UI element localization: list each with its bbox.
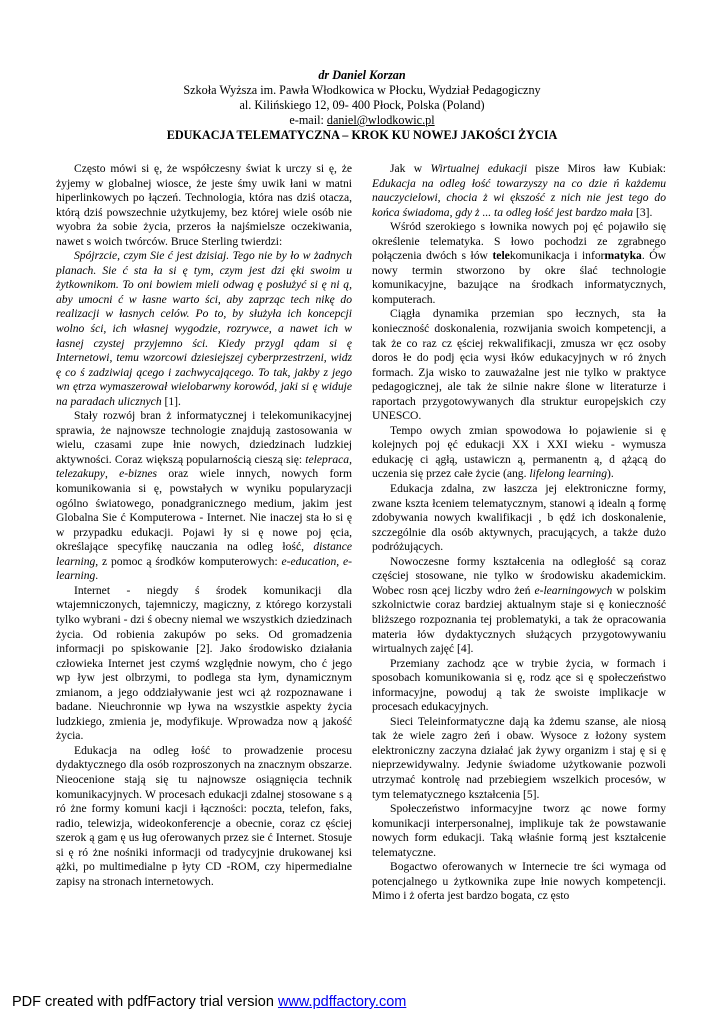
separator: , [336, 554, 343, 568]
right-column [372, 162, 666, 904]
text-span: , z pomoc ą środków komputerowych: [95, 554, 282, 568]
paragraph: Bogactwo oferowanych w Internecie tre ści wymaga od potencjalnego u żytkownika zupe łnie nowych kompetencji. Mimo i ż oferta jest bardzo bogata, cz ęsto [372, 860, 666, 903]
paragraph: Często mówi si ę, że współczesny świat k urczy si ę, że żyjemy w globalnej wiosce, że jeste śmy uwik łani w matni hiperlinkowych po łączeń. Technologia, która nas dziś otacza, którą dziś powszechnie użytkujemy, bez której wiele osób nie wyobra ża sobie życia, przeros ła najśmielsze oczekiwania, nawet s woich twórców. Bruce Sterling twierdzi: [56, 162, 352, 248]
pdf-footer [12, 994, 406, 1010]
bold-term: matyka [604, 249, 642, 263]
citation-ref: [1]. [161, 394, 181, 408]
text-span: . [95, 569, 99, 583]
paragraph [56, 409, 352, 584]
email-link[interactable]: daniel@wlodkowic.pl [326, 113, 435, 127]
footer-text: PDF created with pdfFactory trial version [12, 994, 278, 1010]
term-e-education: e-education [281, 554, 337, 568]
affiliation: Szkoła Wyższa im. Pawła Włodkowica w Płocku, Wydział Pedagogiczny [183, 83, 541, 97]
text-span: komunikacja i infor [509, 249, 605, 263]
text-span: . Ów nowy termin stworzono by okre ślać technologie komunikacyjne, bazujące na środkach informatycznych, komputerach. [372, 249, 667, 306]
text-span: Jak w [390, 162, 431, 175]
text-span: w polskim szkolnictwie coraz bardziej aktualnym staje si ę konieczność bliższego rozpoznania tej problematyki, a tak że opracowania materia łów dydaktycznych służących przygotowywaniu wirtualnych zajęć [4]. [372, 583, 666, 656]
bold-term: tele [492, 249, 510, 263]
separator: , [104, 467, 120, 481]
email-line [60, 113, 664, 128]
document-header [60, 68, 664, 143]
quote-text: Spójrzcie, czym Sie ć jest dzisiaj. Tego nie by ło w żadnych planach. Sie ć sta ła si ę tym, czym jest dzi ęki swoim u żytkownikom. To oni bowiem mieli odwag ę posłużyć si ę ni ą, aby umocni ć w łasne warto ści, aby zaprząc tech nikę do realizacji w łasnych celów. Po to, by służyła ich koncepcji wolno ści, ich własnej wygodzie, rozrywce, a nawet ich w łasnej czystej przyjemno ści. Kiedy przygl ądam si ę Internetowi, temu wzorcowi dziesiejszej cyberprzestrzeni, widz ę co ś zadziwiaj ącego i zachwycającego. To tak, jakby z jego wn ętrza wymaszerował wielobarwny korowód, jaki si ę widuje na paradach ulicznych [56, 249, 352, 408]
paragraph [372, 220, 666, 307]
term-distance-learning: distance learning [56, 540, 352, 568]
paragraph: Edukacja zdalna, zw łaszcza jej elektroniczne formy, zwane kszta łceniem telematycznym, stanowi ą idealn ą formę zdobywania nowych kwalifikacji , b ędź ich doskonalenie, szczególnie dla osób aktywnych, pracujących, a także dużo podróżujących. [372, 482, 666, 554]
book-title: Wirtualnej edukacji [430, 162, 528, 175]
term-lifelong-learning: lifelong learning [529, 467, 607, 481]
footer-link[interactable]: www.pdffactory.com [277, 994, 407, 1010]
term-e-learning: e-learning [56, 554, 352, 583]
quote-paragraph [56, 249, 352, 409]
paragraph: Społeczeństwo informacyjne tworz ąc nowe formy komunikacji interpersonalnej, implikuje tak że powstawanie nowych form edukacji. Taką właśnie formą jest kształcenie telematyczne. [372, 802, 666, 859]
separator: , [349, 452, 352, 466]
term-telezakupy: telezakupy [56, 467, 105, 481]
article-title: EDUKACJA TELEMATYCZNA – KROK KU NOWEJ JAKOŚCI ŻYCIA [166, 128, 558, 142]
text-span: Tempo owych zmian spowodowa ło pojawienie si ę kolejnych poj ęć edukacji XX i XXI wieku - wymusza edukację ci ągłą, ustawiczn ą, permanentn ą, d ążącą do uczenia się przez całe życie (ang. [372, 423, 666, 481]
quote-text: Edukacja na odleg łość towarzyszy na co dzie ń każdemu nauczycielowi, chocia ż wi ększość z nich nie jest tego do końca świadoma, gdy ż ... ta odleg łość jest bardzo mała [372, 176, 666, 219]
left-column [56, 162, 352, 889]
paragraph: Ciągła dynamika przemian spo łecznych, sta ła konieczność doskonalenia, rozwijania swoich kompetencji, a tak że co raz cz ęściej rekwalifikacji, zmusza wr ęcz osoby doros łe do podj ęcia wysi łków edukacyjnych w ró żnych formach. Zja wisko to zauważalne jest nie tylko w praktyce pedagogicznej, ale tak że silnie nakre ślone w literaturze i raportach przygotowywanych dla struktur europejskich czy UNESCO. [372, 307, 666, 423]
address: al. Kilińskiego 12, 09- 400 Płock, Polska (Poland) [239, 98, 485, 112]
paragraph: Sieci Teleinformatyczne dają ka żdemu szanse, ale niosą tak że wiele zagro żeń i obaw. Wysoce z łożony system elektroniczny zaczyna działać jak żywy organizm i staj ę si ę nieprzewidywalny. Jedynie świadome użytkowanie pozwoli utrzymać kontrolę nad przebiegiem wszelkich procesów, w tym telematycznego kształcenia [5]. [372, 714, 666, 801]
text-span: Stały rozwój bran ż informatycznej i telekomunikacyjnej sprawia, że najnowsze technologie znajdują zastosowania w wielu, czasami zupe łnie nowych, dziedzinach ludzkiej aktywności. Coraz większą popularnością cieszą się: [56, 409, 352, 466]
term-telepraca: telepraca [305, 452, 350, 466]
paragraph [372, 424, 666, 482]
paragraph [372, 555, 666, 657]
text-span: Nowoczesne formy kształcenia na odległość są coraz częściej stosowane, nie tylko w środowisku akademickim. Wobec rosn ącej liczby wdro żeń [372, 554, 666, 597]
text-span: ). [607, 467, 614, 481]
paragraph: Edukacja na odleg łość to prowadzenie procesu dydaktycznego dla osób rozproszonych na znacznym obszarze. Nieocenione stają się tu najnowsze osiągnięcia technik komunikacyjnych. W procesach edukacji zdalnej stosowane s ą ró żne formy komuni kacji i łączności: poczta, telefon, faks, radio, telewizja, wideokonferencje a obecnie, coraz cz ęściej szerok ą gam ę us ług oferowanych przez sie ć Internet. Stosuje si ę ró żne nośniki informacji od tradycyjnie drukowanej ksi ążki, po multimedialne p łyty CD -ROM, czy hipermedialne zapisy na stronach internetowych. [56, 743, 352, 888]
paragraph [372, 162, 666, 220]
paragraph: Przemiany zachodz ące w trybie życia, w formach i sposobach komunikowania si ę, rodz ące si ę społeczeństwo informacyjne, powoduj ą tak że swoiste implikacje w procesach edukacyjnych. [372, 656, 666, 714]
text-span: pisze Miros ław Kubiak: [527, 162, 667, 175]
paragraph: Internet - niegdy ś środek komunikacji dla wtajemniczonych, tajemniczy, magiczny, z którego korzystali tylko wybrani - dzi ś obecny niemal we wszystkich dziedzinach życia. Od robienia zakupów po seks. Od gromadzenia informacji po spiskowanie [2]. Jako środowisko działania człowieka Internet jest czymś względnie nowym, cho ć jego wp ływ jest olbrzymi, to podlega sta łym, dynamicznym zmianom, a jego oddziaływanie jest wci ąż rozpoznawane i badane. Nieuchronnie wp ływa na wszystkie aspekty życia ludzkiego, zmienia je, modyfikuje. Wprowadza now ą jakość życia. [56, 583, 352, 743]
term-e-learningowych: e-learningowych [534, 583, 613, 597]
email-label: e-mail: [289, 113, 327, 127]
term-e-biznes: e-biznes [119, 467, 158, 481]
citation-ref: [3]. [633, 205, 653, 219]
text-span: Wśród szerokiego s łownika nowych poj ęć pojawiło się określenie telematyka. S łowo pochodzi ze zgrabnego połączenia dwóch s łów [372, 220, 666, 263]
author-name: dr Daniel Korzan [318, 68, 406, 82]
text-span: oraz wiele innych, nowych form komunikowania si ę, powstałych w wyniku popularyzacji ogólno światowego, ponadgranicznego medium, jakim jest Globalna Sie ć Komputerowa - Internet. Nie inaczej sta ło si ę w przypadku edukacji. Pojawi ły si ę nowe poj ęcia, określające specyfikę nauczania na odleg łość, [56, 467, 353, 554]
